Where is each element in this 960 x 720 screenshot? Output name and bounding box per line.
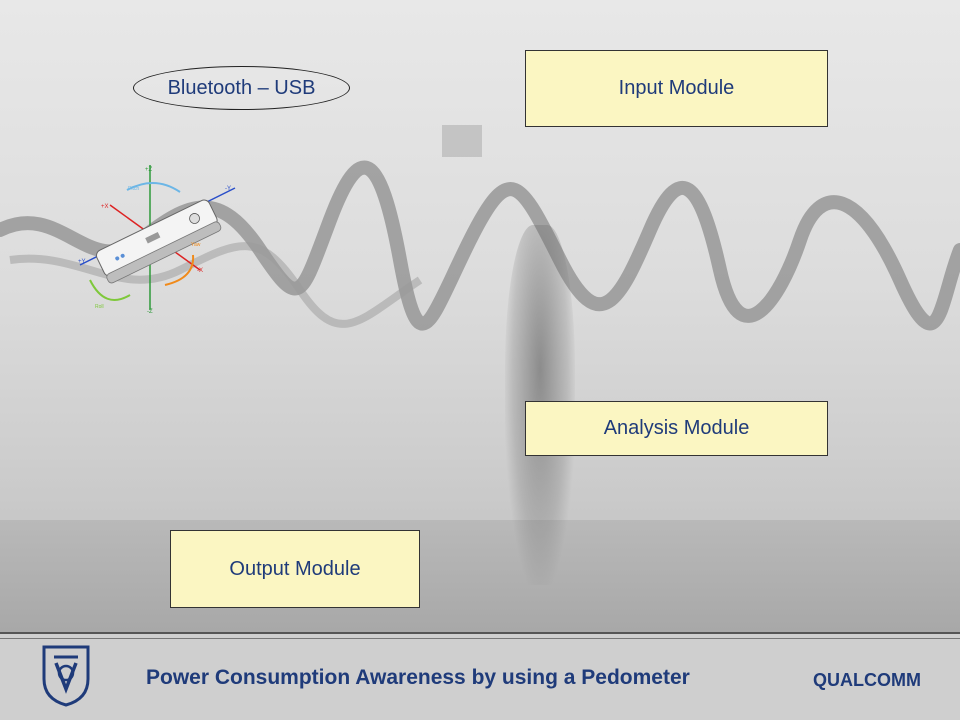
footer-title: Power Consumption Awareness by using a Pedometer [146, 666, 690, 689]
footer-divider [0, 632, 960, 634]
input-module-label: Input Module [618, 77, 735, 99]
axis-label-y-neg: -Y [225, 186, 231, 192]
axis-label-roll: Roll [95, 304, 104, 310]
qualcomm-logo [813, 664, 933, 694]
axis-label-pitch: Pitch [128, 186, 140, 192]
axis-label-z-neg: -Z [147, 309, 153, 315]
qualcomm-logo-text: QUALCOMM [813, 670, 921, 690]
yaw-arc [165, 255, 193, 285]
output-module-label: Output Module [229, 557, 361, 580]
technion-logo [40, 643, 92, 707]
axis-label-x-neg: -X [197, 268, 203, 274]
wiimote-axes-illustration [75, 160, 245, 320]
axis-label-yaw: Yaw [191, 242, 201, 248]
analysis-module-label: Analysis Module [603, 417, 750, 439]
bluetooth-usb-label: Bluetooth – USB [133, 66, 350, 110]
analysis-module-box [525, 401, 828, 456]
input-module-box [525, 50, 828, 127]
axis-label-y-pos: +Y [78, 259, 86, 265]
wiimote-body [94, 198, 222, 284]
output-module-box [170, 530, 420, 608]
axis-label-x-pos: +X [101, 204, 109, 210]
axis-label-z-pos: +Z [145, 167, 153, 173]
roll-arc [90, 280, 130, 300]
footer-divider-thin [0, 638, 960, 639]
